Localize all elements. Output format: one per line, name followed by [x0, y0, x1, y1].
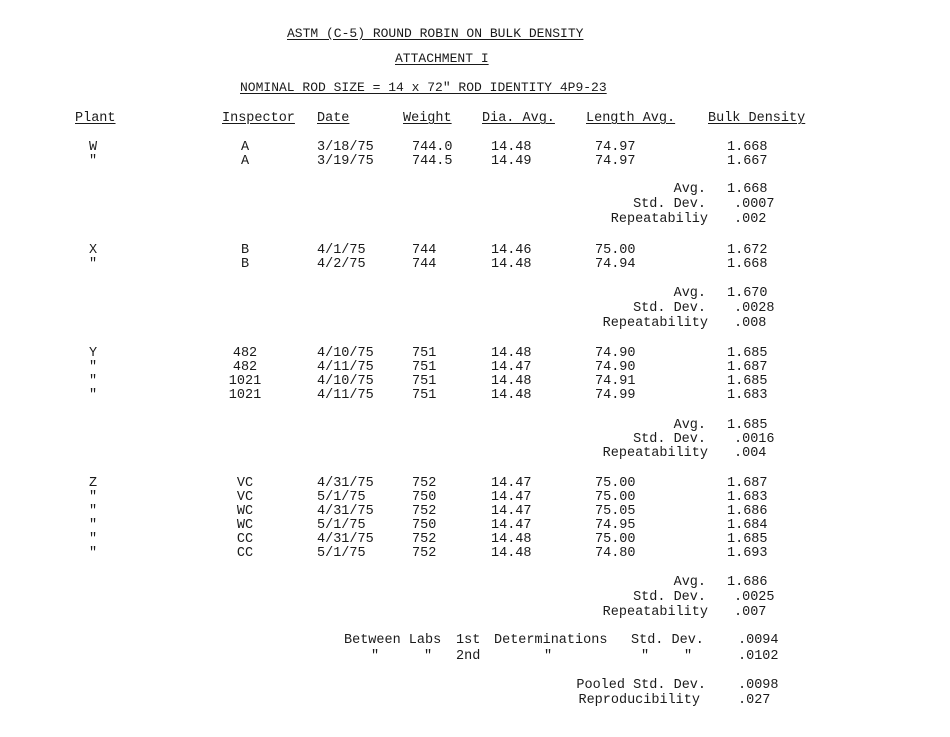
- cell-inspector: B: [240, 243, 250, 258]
- cell-dia: 14.48: [491, 346, 532, 361]
- cell-dia: 14.48: [491, 546, 532, 561]
- cell-bulk: 1.685: [727, 374, 768, 389]
- cell-bulk: 1.685: [727, 532, 768, 547]
- cell-date: 5/1/75: [317, 546, 366, 561]
- between-first-label: 1st: [456, 633, 481, 648]
- summary-label: Repeatability: [602, 316, 708, 331]
- cell-bulk: 1.686: [727, 504, 768, 519]
- cell-inspector: A: [240, 154, 250, 169]
- summary-label: Avg.: [673, 575, 706, 590]
- cell-bulk: 1.668: [727, 257, 768, 272]
- cell-date: 4/11/75: [317, 360, 374, 375]
- cell-dia: 14.47: [491, 490, 532, 505]
- col-header-length: Length Avg.: [586, 111, 676, 126]
- cell-length: 74.90: [595, 360, 636, 375]
- cell-length: 74.97: [595, 140, 636, 155]
- cell-weight: 744: [412, 257, 437, 272]
- cell-dia: 14.47: [491, 504, 532, 519]
- cell-plant: ": [88, 257, 98, 272]
- cell-inspector: 1021: [228, 388, 262, 403]
- cell-dia: 14.47: [491, 360, 532, 375]
- cell-bulk: 1.693: [727, 546, 768, 561]
- ditto-mark: ": [641, 649, 650, 664]
- cell-plant: Y: [88, 346, 98, 361]
- cell-length: 75.00: [595, 476, 636, 491]
- cell-date: 3/18/75: [317, 140, 374, 155]
- summary-value: 1.685: [727, 418, 768, 433]
- cell-length: 74.90: [595, 346, 636, 361]
- cell-dia: 14.46: [491, 243, 532, 258]
- cell-length: 75.00: [595, 490, 636, 505]
- cell-length: 74.91: [595, 374, 636, 389]
- cell-weight: 752: [412, 504, 437, 519]
- cell-length: 74.80: [595, 546, 636, 561]
- cell-bulk: 1.687: [727, 476, 768, 491]
- cell-plant: Z: [88, 476, 98, 491]
- cell-inspector: CC: [236, 546, 254, 561]
- cell-weight: 752: [412, 532, 437, 547]
- ditto-mark: ": [544, 649, 553, 664]
- cell-bulk: 1.683: [727, 490, 768, 505]
- summary-label: Avg.: [673, 418, 706, 433]
- ditto-mark: ": [424, 649, 433, 664]
- summary-value: .007: [734, 605, 767, 620]
- cell-bulk: 1.683: [727, 388, 768, 403]
- cell-inspector: 1021: [228, 374, 262, 389]
- summary-value: 1.686: [727, 575, 768, 590]
- reproducibility-label: Reproducibility: [578, 693, 700, 708]
- cell-plant: X: [88, 243, 98, 258]
- summary-label: Std. Dev.: [633, 590, 706, 605]
- cell-weight: 751: [412, 346, 437, 361]
- cell-length: 74.94: [595, 257, 636, 272]
- summary-label: Avg.: [673, 286, 706, 301]
- cell-weight: 752: [412, 546, 437, 561]
- summary-value: .0007: [734, 197, 775, 212]
- attachment-label: ATTACHMENT I: [395, 51, 489, 66]
- col-header-inspector: Inspector: [222, 111, 295, 126]
- cell-date: 4/31/75: [317, 532, 374, 547]
- cell-inspector: B: [240, 257, 250, 272]
- cell-bulk: 1.672: [727, 243, 768, 258]
- summary-label: Std. Dev.: [633, 197, 706, 212]
- cell-length: 75.00: [595, 243, 636, 258]
- cell-plant: ": [88, 490, 98, 505]
- summary-value: .004: [734, 446, 767, 461]
- cell-length: 74.97: [595, 154, 636, 169]
- cell-dia: 14.48: [491, 140, 532, 155]
- cell-length: 74.99: [595, 388, 636, 403]
- cell-plant: ": [88, 154, 98, 169]
- between-second-label: 2nd: [456, 649, 481, 664]
- cell-length: 74.95: [595, 518, 636, 533]
- summary-label: Repeatability: [602, 446, 708, 461]
- summary-value: .0016: [734, 432, 775, 447]
- cell-length: 75.00: [595, 532, 636, 547]
- col-header-plant: Plant: [75, 111, 116, 126]
- summary-value: .008: [734, 316, 767, 331]
- pooled-std-dev-value: .0098: [738, 678, 779, 693]
- cell-plant: ": [88, 374, 98, 389]
- cell-dia: 14.48: [491, 388, 532, 403]
- between-determinations-label: Determinations: [494, 633, 608, 648]
- cell-date: 4/11/75: [317, 388, 374, 403]
- cell-dia: 14.49: [491, 154, 532, 169]
- between-labs-label: Between Labs: [344, 633, 442, 648]
- pooled-std-dev-label: Pooled Std. Dev.: [576, 678, 706, 693]
- summary-value: 1.668: [727, 182, 768, 197]
- cell-plant: ": [88, 504, 98, 519]
- cell-dia: 14.48: [491, 257, 532, 272]
- col-header-weight: Weight: [403, 111, 452, 126]
- cell-length: 75.05: [595, 504, 636, 519]
- cell-plant: ": [88, 360, 98, 375]
- nominal-rod-size: NOMINAL ROD SIZE = 14 x 72" ROD IDENTITY 4P9-23: [240, 80, 607, 95]
- summary-value: .002: [734, 212, 767, 227]
- cell-inspector: WC: [236, 504, 254, 519]
- summary-label: Std. Dev.: [633, 432, 706, 447]
- summary-value: 1.670: [727, 286, 768, 301]
- cell-date: 4/31/75: [317, 476, 374, 491]
- cell-weight: 750: [412, 490, 437, 505]
- cell-bulk: 1.687: [727, 360, 768, 375]
- col-header-date: Date: [317, 111, 350, 126]
- cell-weight: 744.5: [412, 154, 453, 169]
- cell-inspector: WC: [236, 518, 254, 533]
- col-header-dia: Dia. Avg.: [482, 111, 555, 126]
- cell-date: 4/31/75: [317, 504, 374, 519]
- cell-plant: W: [88, 140, 98, 155]
- cell-weight: 752: [412, 476, 437, 491]
- cell-dia: 14.47: [491, 476, 532, 491]
- cell-plant: ": [88, 388, 98, 403]
- summary-value: .0028: [734, 301, 775, 316]
- cell-inspector: 482: [232, 346, 258, 361]
- cell-date: 5/1/75: [317, 518, 366, 533]
- summary-label: Std. Dev.: [633, 301, 706, 316]
- cell-dia: 14.47: [491, 518, 532, 533]
- cell-bulk: 1.685: [727, 346, 768, 361]
- cell-inspector: VC: [236, 490, 254, 505]
- cell-bulk: 1.667: [727, 154, 768, 169]
- cell-date: 4/2/75: [317, 257, 366, 272]
- cell-inspector: A: [240, 140, 250, 155]
- cell-date: 4/10/75: [317, 346, 374, 361]
- cell-plant: ": [88, 546, 98, 561]
- cell-weight: 751: [412, 388, 437, 403]
- ditto-mark: ": [371, 649, 380, 664]
- cell-plant: ": [88, 532, 98, 547]
- ditto-mark: ": [684, 649, 693, 664]
- summary-label: Avg.: [673, 182, 706, 197]
- cell-bulk: 1.684: [727, 518, 768, 533]
- between-second-value: .0102: [738, 649, 779, 664]
- cell-date: 5/1/75: [317, 490, 366, 505]
- cell-bulk: 1.668: [727, 140, 768, 155]
- summary-value: .0025: [734, 590, 775, 605]
- cell-dia: 14.48: [491, 532, 532, 547]
- summary-label: Repeatabiliy: [610, 212, 708, 227]
- cell-weight: 750: [412, 518, 437, 533]
- cell-weight: 751: [412, 374, 437, 389]
- cell-weight: 751: [412, 360, 437, 375]
- cell-date: 3/19/75: [317, 154, 374, 169]
- cell-date: 4/10/75: [317, 374, 374, 389]
- between-first-value: .0094: [738, 633, 779, 648]
- document-title: ASTM (C-5) ROUND ROBIN ON BULK DENSITY: [287, 26, 584, 41]
- between-std-dev-label: Std. Dev.: [631, 633, 704, 648]
- cell-inspector: VC: [236, 476, 254, 491]
- col-header-bulk: Bulk Density: [708, 111, 806, 126]
- cell-dia: 14.48: [491, 374, 532, 389]
- reproducibility-value: .027: [738, 693, 771, 708]
- cell-inspector: CC: [236, 532, 254, 547]
- cell-date: 4/1/75: [317, 243, 366, 258]
- cell-inspector: 482: [232, 360, 258, 375]
- cell-weight: 744: [412, 243, 437, 258]
- cell-plant: ": [88, 518, 98, 533]
- cell-weight: 744.0: [412, 140, 453, 155]
- summary-label: Repeatability: [602, 605, 708, 620]
